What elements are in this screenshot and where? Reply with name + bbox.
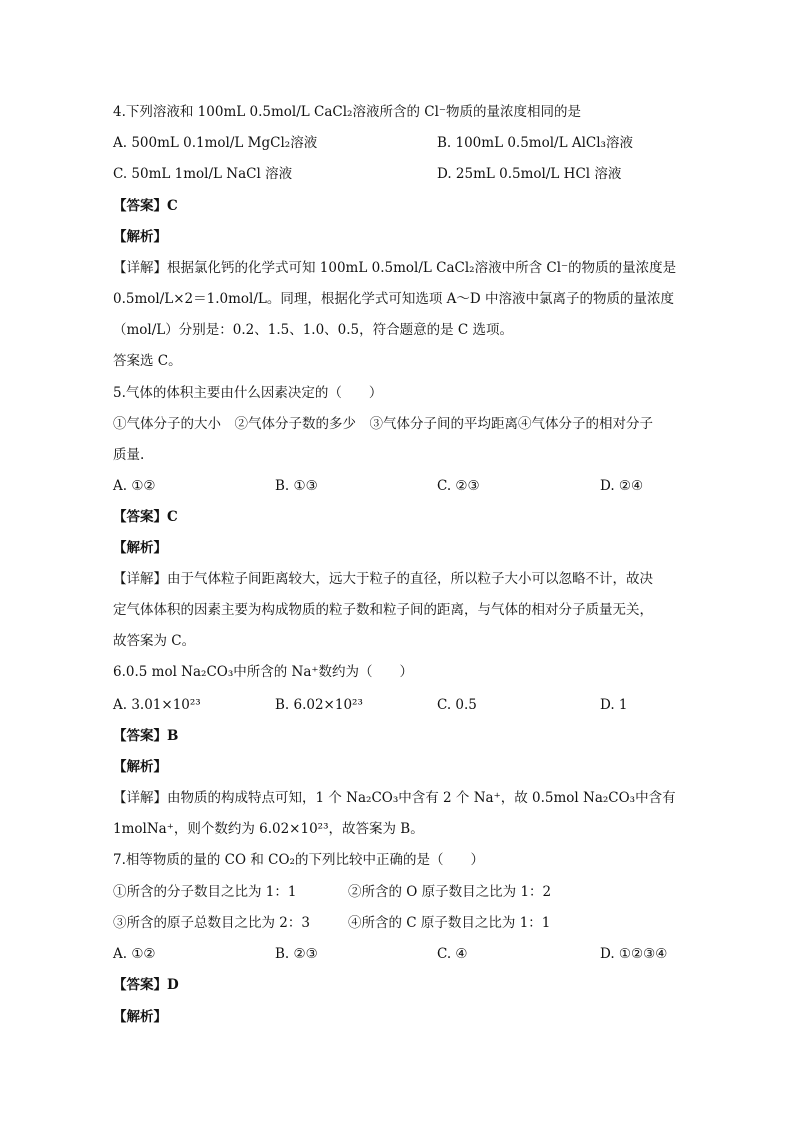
- q6-analysis-heading: 【解析】: [113, 759, 167, 775]
- q5-stem-line-1: ①气体分子的大小 ②气体分子数的多少 ③气体分子间的平均距离④气体分子的相对分子: [113, 416, 653, 432]
- q4-option-d: D. 25mL 0.5mol/L HCl 溶液: [437, 166, 622, 182]
- q5-option-c: C. ②③: [437, 478, 480, 494]
- q6-answer: 【答案】B: [113, 728, 179, 744]
- q5-question: 5.气体的体积主要由什么因素决定的（ ）: [113, 385, 383, 401]
- q5-detail-line-1: 【详解】由于气体粒子间距离较大，远大于粒子的直径，所以粒子大小可以忽略不计，故决: [113, 571, 653, 587]
- q4-detail-line-1: 【详解】根据氯化钙的化学式可知 100mL 0.5mol/L CaCl₂溶液中所含 Cl⁻的物质的量浓度是: [113, 260, 677, 276]
- q7-stem-item-2: ②所含的 O 原子数目之比为 1：2: [348, 884, 552, 900]
- q5-option-a: A. ①②: [113, 478, 156, 494]
- q6-option-c: C. 0.5: [437, 697, 477, 713]
- q4-analysis-heading: 【解析】: [113, 229, 167, 245]
- q7-question: 7.相等物质的量的 CO 和 CO₂的下列比较中正确的是（ ）: [113, 852, 484, 868]
- q4-detail-line-3: （mol/L）分别是：0.2、1.5、1.0、0.5，符合题意的是 C 选项。: [113, 322, 514, 338]
- q5-detail-line-3: 故答案为 C。: [113, 633, 196, 649]
- q6-detail-line-2: 1molNa⁺，则个数约为 6.02×10²³，故答案为 B。: [113, 821, 424, 837]
- q7-answer: 【答案】D: [113, 977, 179, 993]
- q4-question: 4.下列溶液和 100mL 0.5mol/L CaCl₂溶液所含的 Cl⁻物质的量浓度相同的是: [113, 104, 582, 120]
- q6-option-b: B. 6.02×10²³: [275, 697, 363, 713]
- q6-question: 6.0.5 mol Na₂CO₃中所含的 Na⁺数约为（ ）: [113, 664, 414, 680]
- q5-detail-line-2: 定气体体积的因素主要为构成物质的粒子数和粒子间的距离，与气体的相对分子质量无关，: [113, 602, 653, 618]
- q6-detail-line-1: 【详解】由物质的构成特点可知，1 个 Na₂CO₃中含有 2 个 Na⁺，故 0.5mol Na₂CO₃中含有: [113, 790, 676, 806]
- q4-detail-line-2: 0.5mol/L×2＝1.0mol/L。同理，根据化学式可知选项 A～D 中溶液中氯离子的物质的量浓度: [113, 291, 675, 307]
- q7-analysis-heading: 【解析】: [113, 1009, 167, 1025]
- q7-stem-item-3: ③所含的原子总数目之比为 2：3: [113, 915, 310, 931]
- q7-option-c: C. ④: [437, 946, 468, 962]
- q4-option-a: A. 500mL 0.1mol/L MgCl₂溶液: [113, 135, 318, 151]
- q5-answer: 【答案】C: [113, 509, 178, 525]
- q4-option-c: C. 50mL 1mol/L NaCl 溶液: [113, 166, 293, 182]
- q4-option-b: B. 100mL 0.5mol/L AlCl₃溶液: [437, 135, 633, 151]
- q7-stem-item-4: ④所含的 C 原子数目之比为 1：1: [348, 915, 551, 931]
- q5-analysis-heading: 【解析】: [113, 540, 167, 556]
- q5-stem-line-2: 质量.: [113, 447, 145, 463]
- q7-option-a: A. ①②: [113, 946, 156, 962]
- q5-option-d: D. ②④: [600, 478, 644, 494]
- q7-option-d: D. ①②③④: [600, 946, 668, 962]
- q6-option-a: A. 3.01×10²³: [113, 697, 201, 713]
- q7-stem-item-1: ①所含的分子数目之比为 1：1: [113, 884, 297, 900]
- q7-option-b: B. ②③: [275, 946, 318, 962]
- q5-option-b: B. ①③: [275, 478, 318, 494]
- q6-option-d: D. 1: [600, 697, 628, 713]
- q4-answer: 【答案】C: [113, 198, 178, 214]
- q4-detail-line-4: 答案选 C。: [113, 353, 182, 369]
